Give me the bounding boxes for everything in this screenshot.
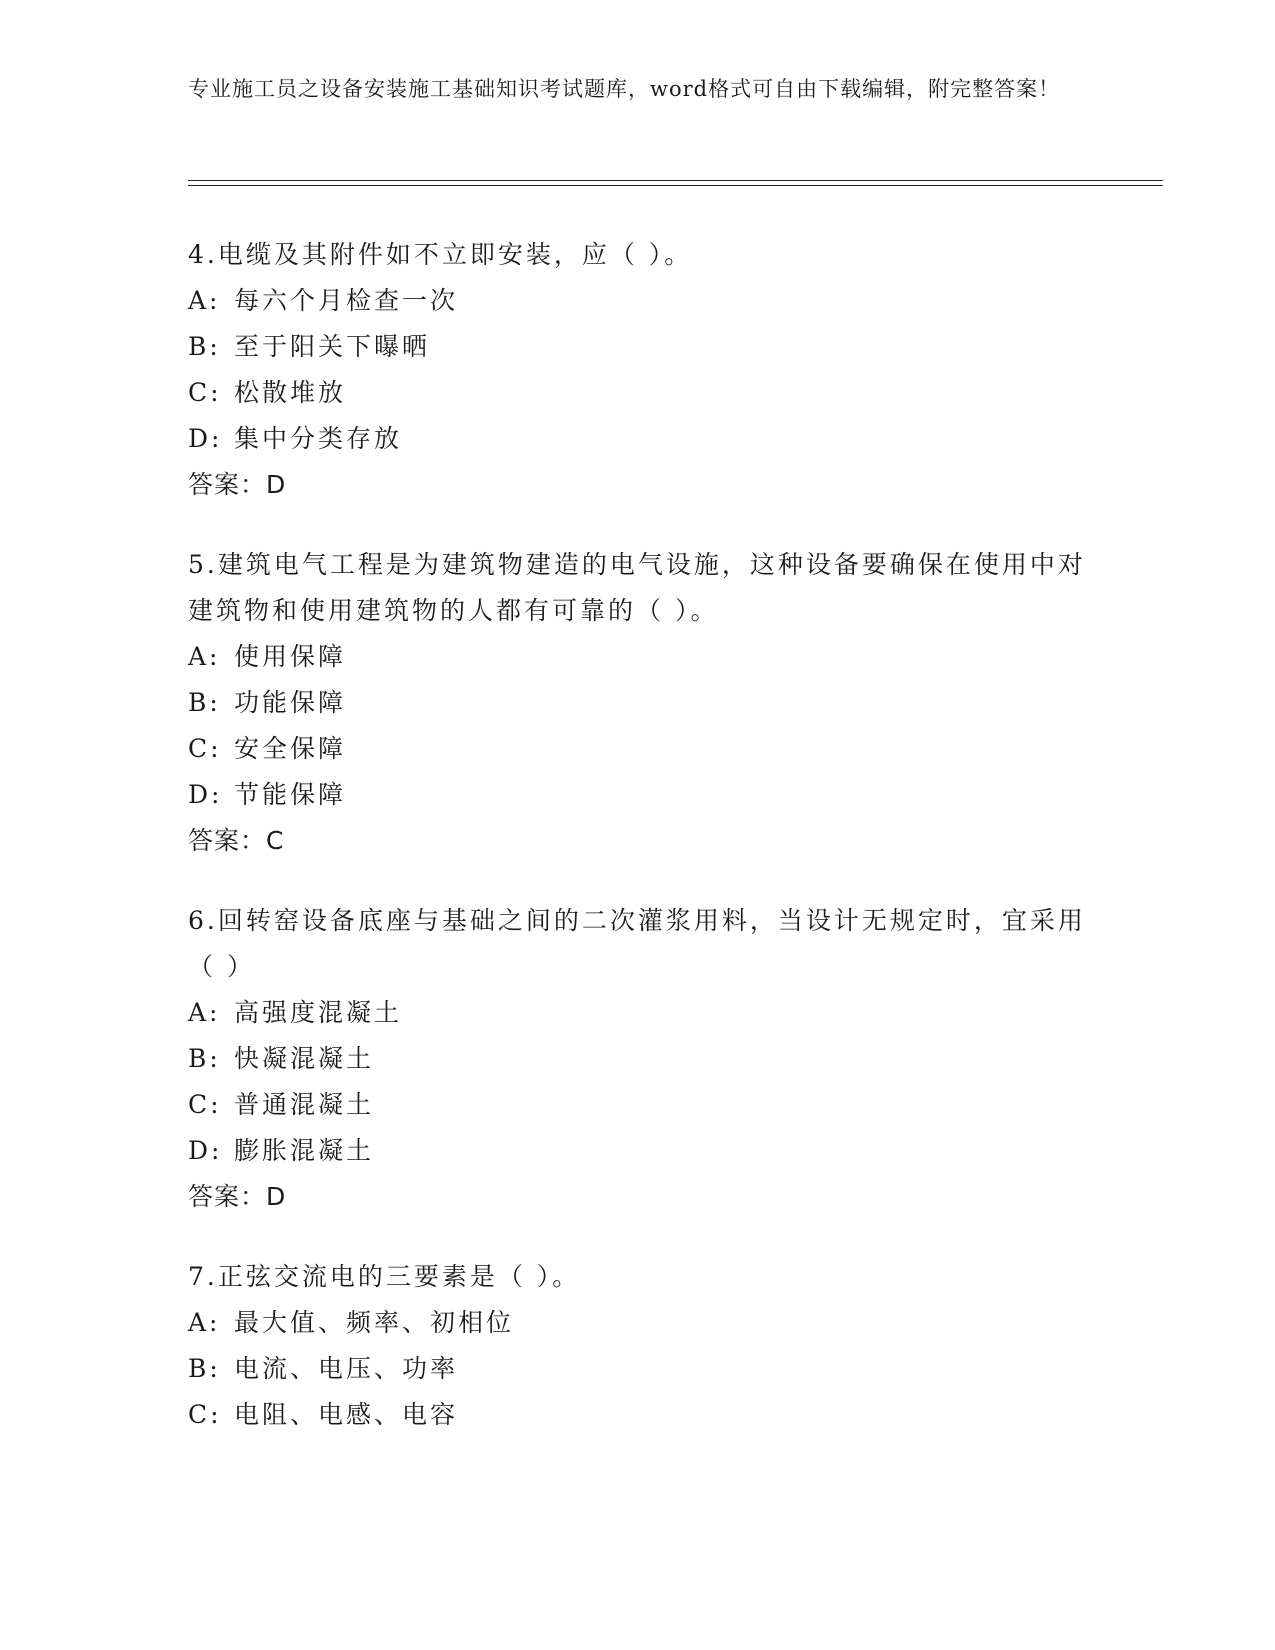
option-c xyxy=(188,1082,1088,1128)
option-text: 膨胀混凝土 xyxy=(234,1136,375,1165)
option-text: 高强度混凝土 xyxy=(234,998,403,1027)
document-header xyxy=(188,72,1078,106)
option-letter: C: xyxy=(188,378,222,407)
option-b xyxy=(188,1346,1088,1392)
option-text: 节能保障 xyxy=(234,780,347,809)
option-b xyxy=(188,680,1088,726)
option-d xyxy=(188,416,1088,462)
option-letter: D: xyxy=(188,424,223,453)
question-6 xyxy=(188,898,1088,1220)
option-letter: A: xyxy=(188,642,221,671)
option-text: 安全保障 xyxy=(234,734,347,763)
option-text: 松散堆放 xyxy=(234,378,347,407)
option-a xyxy=(188,990,1088,1036)
option-b xyxy=(188,324,1088,370)
question-stem: 5.建筑电气工程是为建筑物建造的电气设施，这种设备要确保在使用中对建筑物和使用建筑物的人都有可靠的（ ）。 xyxy=(188,550,1086,625)
option-letter: D: xyxy=(188,780,223,809)
question-stem: 4.电缆及其附件如不立即安装，应（ ）。 xyxy=(188,240,693,269)
question-4 xyxy=(188,232,1088,508)
option-text: 集中分类存放 xyxy=(234,424,403,453)
option-letter: D: xyxy=(188,1136,223,1165)
option-text: 每六个月检查一次 xyxy=(234,286,459,315)
header-title: 专业施工员之设备安装施工基础知识考试题库，word格式可自由下载编辑，附完整答案！ xyxy=(188,77,1061,101)
option-letter: B: xyxy=(188,688,221,717)
option-text: 普通混凝土 xyxy=(234,1090,375,1119)
answer-line: 答案：D xyxy=(188,470,287,499)
option-letter: B: xyxy=(188,1354,221,1383)
option-text: 快凝混凝土 xyxy=(234,1044,375,1073)
option-a xyxy=(188,278,1088,324)
option-letter: B: xyxy=(188,332,221,361)
question-list xyxy=(188,232,1088,1472)
option-letter: C: xyxy=(188,1090,222,1119)
header-rule-bottom xyxy=(188,185,1163,186)
option-letter: C: xyxy=(188,1400,222,1429)
option-d xyxy=(188,772,1088,818)
option-b xyxy=(188,1036,1088,1082)
option-letter: A: xyxy=(188,286,221,315)
question-5 xyxy=(188,542,1088,864)
question-stem: 7.正弦交流电的三要素是（ ）。 xyxy=(188,1262,581,1291)
option-a xyxy=(188,1300,1088,1346)
option-d xyxy=(188,1128,1088,1174)
question-stem: 6.回转窑设备底座与基础之间的二次灌浆用料，当设计无规定时，宜采用（ ） xyxy=(188,906,1086,981)
option-letter: C: xyxy=(188,734,222,763)
option-text: 电流、电压、功率 xyxy=(234,1354,459,1383)
option-a xyxy=(188,634,1088,680)
answer-line: 答案：C xyxy=(188,826,285,855)
option-text: 电阻、电感、电容 xyxy=(234,1400,459,1429)
option-c xyxy=(188,370,1088,416)
option-letter: A: xyxy=(188,1308,221,1337)
header-rule-top xyxy=(188,180,1163,181)
option-text: 使用保障 xyxy=(234,642,347,671)
option-text: 至于阳关下曝晒 xyxy=(234,332,431,361)
option-letter: A: xyxy=(188,998,221,1027)
option-letter: B: xyxy=(188,1044,221,1073)
option-c xyxy=(188,1392,1088,1438)
option-text: 功能保障 xyxy=(234,688,347,717)
option-text: 最大值、频率、初相位 xyxy=(234,1308,515,1337)
question-7 xyxy=(188,1254,1088,1438)
option-c xyxy=(188,726,1088,772)
answer-line: 答案：D xyxy=(188,1182,287,1211)
